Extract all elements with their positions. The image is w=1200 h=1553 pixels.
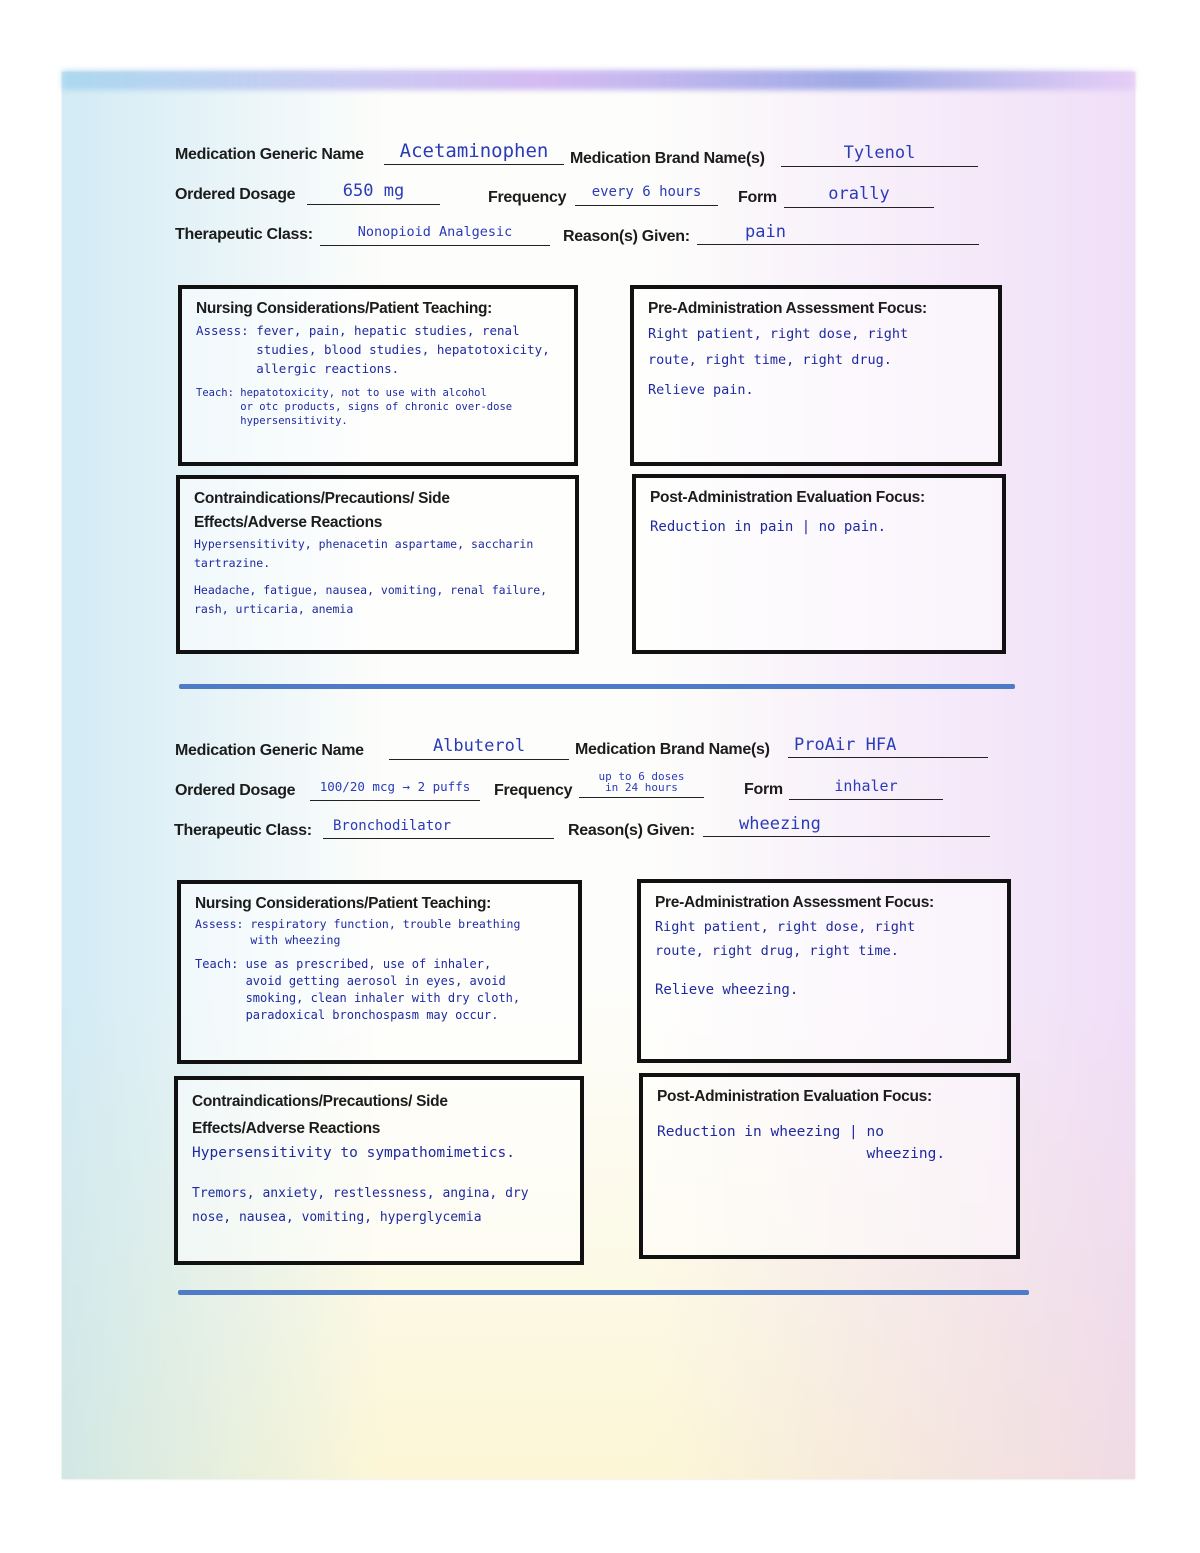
nursing-considerations-title: Nursing Considerations/Patient Teaching: [196, 300, 493, 317]
generic-name-field[interactable]: Albuterol [389, 735, 569, 760]
generic-name-label: Medication Generic Name [175, 742, 364, 759]
dosage-label: Ordered Dosage [175, 186, 296, 203]
reasons-label: Reason(s) Given: [568, 822, 695, 839]
therapeutic-class-label: Therapeutic Class: [175, 226, 313, 243]
post-administration-box[interactable] [639, 1073, 1020, 1259]
pre-administration-box[interactable] [630, 285, 1002, 466]
brand-name-label: Medication Brand Name(s) [575, 741, 770, 758]
form-label: Form [744, 781, 783, 798]
pre-administration-title: Pre-Administration Assessment Focus: [655, 894, 934, 911]
nursing-assess-notes: Assess: respiratory function, trouble breathing with wheezing [195, 917, 521, 947]
nursing-assess-notes: Assess: fever, pain, hepatic studies, renal studies, blood studies, hepatotoxicity, allergic reactions. [196, 323, 550, 376]
pre-administration-notes: Right patient, right dose, right route, right time, right drug. [648, 326, 909, 368]
frequency-field[interactable]: every 6 hours [575, 181, 718, 206]
generic-name-label: Medication Generic Name [175, 146, 364, 163]
form-field[interactable]: orally [784, 183, 934, 208]
section-divider [179, 684, 1015, 689]
frequency-label: Frequency [494, 782, 573, 799]
brand-name-field[interactable]: ProAir HFA [788, 734, 988, 758]
adverse-reactions-notes: Headache, fatigue, nausea, vomiting, renal failure, rash, urticaria, anemia [194, 583, 548, 616]
therapeutic-class-field[interactable]: Nonopioid Analgesic [320, 221, 550, 246]
reasons-field[interactable]: pain [697, 221, 979, 245]
contraindications-box[interactable] [176, 475, 579, 654]
reasons-field[interactable]: wheezing [703, 813, 990, 837]
nursing-considerations-box[interactable] [177, 880, 582, 1064]
post-administration-notes: Reduction in pain | no pain. [650, 519, 887, 535]
therapeutic-class-field[interactable]: Bronchodilator [323, 815, 554, 839]
dosage-label: Ordered Dosage [175, 782, 296, 799]
brand-name-field[interactable]: Tylenol [781, 142, 978, 167]
frequency-field[interactable]: up to 6 doses in 24 hours [579, 771, 704, 798]
pre-administration-title: Pre-Administration Assessment Focus: [648, 300, 927, 317]
pre-administration-goal: Relieve pain. [648, 382, 754, 398]
frequency-label: Frequency [488, 189, 567, 206]
dosage-field[interactable]: 650 mg [307, 180, 440, 205]
post-administration-title: Post-Administration Evaluation Focus: [650, 489, 925, 506]
section-divider [178, 1290, 1029, 1295]
nursing-considerations-box[interactable] [178, 285, 578, 466]
nursing-considerations-title: Nursing Considerations/Patient Teaching: [195, 895, 492, 912]
contraindications-notes: Hypersensitivity to sympathomimetics. [192, 1145, 516, 1161]
post-administration-title: Post-Administration Evaluation Focus: [657, 1088, 932, 1105]
pre-administration-box[interactable] [637, 879, 1011, 1063]
brand-name-label: Medication Brand Name(s) [570, 150, 765, 167]
pre-administration-notes: Right patient, right dose, right route, right drug, right time. [655, 919, 916, 959]
paper-edge-tint [62, 70, 1135, 90]
contraindications-title: Contraindications/Precautions/ Side Effects/Adverse Reactions [192, 1093, 448, 1137]
adverse-reactions-notes: Tremors, anxiety, restlessness, angina, dry nose, nausea, vomiting, hyperglycemia [192, 1186, 529, 1225]
dosage-field[interactable]: 100/20 mcg → 2 puffs [310, 776, 480, 801]
pre-administration-goal: Relieve wheezing. [655, 982, 799, 998]
post-administration-notes: Reduction in wheezing | no wheezing. [657, 1124, 946, 1162]
contraindications-title: Contraindications/Precautions/ Side Effects/Adverse Reactions [194, 490, 450, 531]
post-administration-box[interactable] [632, 474, 1006, 654]
form-field[interactable]: inhaler [789, 775, 943, 800]
contraindications-notes: Hypersensitivity, phenacetin aspartame, saccharin tartrazine. [194, 537, 534, 570]
form-label: Form [738, 189, 777, 206]
reasons-label: Reason(s) Given: [563, 228, 690, 245]
nursing-teach-notes: Teach: hepatotoxicity, not to use with alcohol or otc products, signs of chronic over-dose hypersensitivity. [196, 387, 513, 427]
therapeutic-class-label: Therapeutic Class: [174, 822, 312, 839]
generic-name-field[interactable]: Acetaminophen [384, 140, 564, 165]
contraindications-box[interactable] [174, 1076, 584, 1265]
nursing-teach-notes: Teach: use as prescribed, use of inhaler, avoid getting aerosol in eyes, avoid smoking, clean inhaler with dry cloth, paradoxical bronchospasm may occur. [195, 957, 521, 1022]
